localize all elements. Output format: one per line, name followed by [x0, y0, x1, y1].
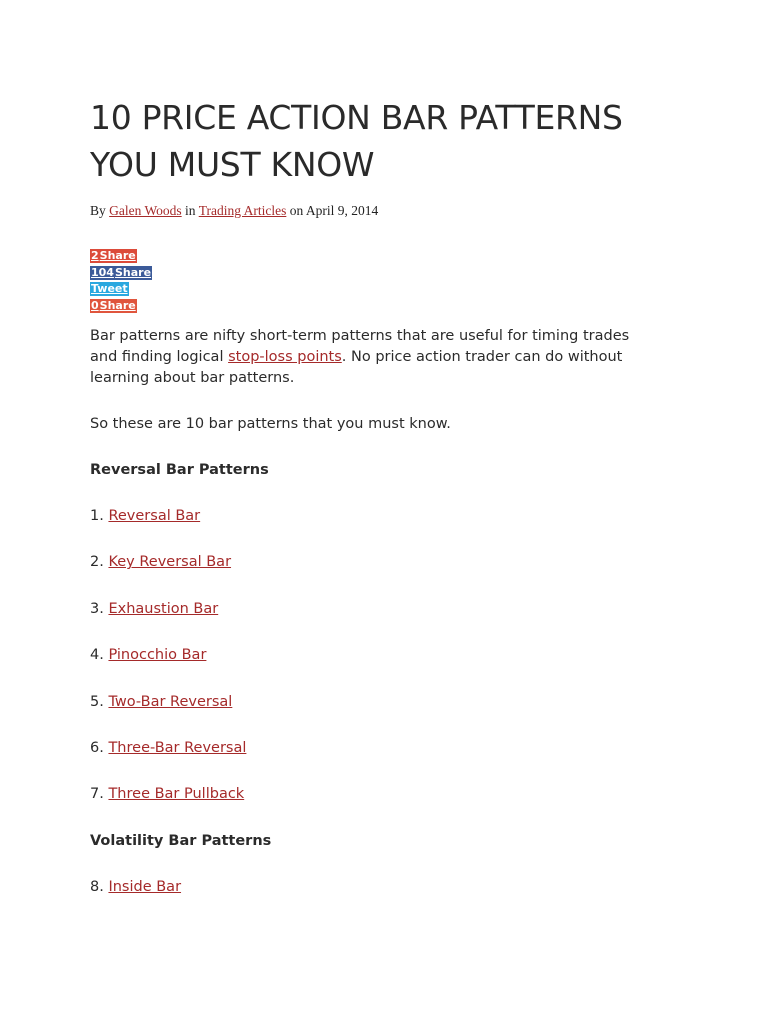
twitter-tweet-label: Tweet — [91, 282, 128, 295]
page-title: 10 PRICE ACTION BAR PATTERNS YOU MUST KNOW — [90, 98, 623, 184]
facebook-share-label: Share — [114, 265, 152, 279]
byline-by: By — [90, 203, 106, 218]
googleplus-share-button[interactable] — [90, 298, 152, 315]
list-item — [90, 784, 650, 805]
list-number: 8. — [90, 878, 104, 895]
list-item — [90, 692, 650, 713]
pinterest-share-button[interactable] — [90, 248, 152, 265]
googleplus-share-count: 0 — [91, 298, 99, 312]
list-number: 6. — [90, 739, 104, 756]
pinterest-share-count: 2 — [91, 249, 99, 262]
list-number: 2. — [90, 554, 104, 571]
facebook-share-button[interactable] — [90, 265, 152, 282]
pinocchio-bar-link[interactable]: Pinocchio Bar — [108, 647, 207, 664]
list-number: 3. — [90, 600, 104, 617]
author-link[interactable]: Galen Woods — [109, 203, 182, 218]
list-item — [90, 552, 650, 573]
list-number: 1. — [90, 508, 104, 524]
intro-text-end: . No price action trader can do without learning about bar patterns. — [90, 349, 623, 386]
three-bar-pullback-link[interactable]: Three Bar Pullback — [108, 786, 245, 803]
googleplus-share-label: Share — [99, 298, 136, 312]
reversal-heading: Reversal Bar Patterns — [90, 462, 269, 478]
facebook-share-count: 104 — [91, 265, 114, 279]
list-number: 4. — [90, 647, 104, 664]
list-item — [90, 645, 650, 666]
key-reversal-bar-link[interactable]: Key Reversal Bar — [108, 554, 232, 571]
twitter-tweet-button[interactable] — [90, 281, 152, 298]
category-link[interactable]: Trading Articles — [198, 203, 287, 218]
list-item — [90, 877, 650, 898]
byline-in: in — [185, 203, 196, 218]
list-number: 5. — [90, 693, 104, 710]
pinterest-share-label: Share — [99, 249, 136, 262]
list-number: 7. — [90, 786, 104, 803]
volatility-heading: Volatility Bar Patterns — [90, 832, 272, 849]
three-bar-reversal-link[interactable]: Three-Bar Reversal — [108, 739, 247, 756]
stop-loss-link[interactable]: stop-loss points — [228, 349, 342, 365]
lead-paragraph: So these are 10 bar patterns that you must know. — [90, 416, 451, 432]
inside-bar-link[interactable]: Inside Bar — [108, 878, 182, 895]
reversal-bar-link[interactable]: Reversal Bar — [108, 508, 201, 524]
intro-paragraph — [90, 326, 650, 389]
byline-date: on April 9, 2014 — [289, 203, 379, 218]
intro-text-start: Bar patterns are nifty short-term patterns that are useful for timing trades and finding logical — [90, 328, 630, 365]
list-item — [90, 738, 650, 759]
share-buttons — [90, 248, 152, 314]
article-body — [90, 326, 650, 923]
byline — [90, 203, 378, 219]
list-item — [90, 506, 650, 527]
two-bar-reversal-link[interactable]: Two-Bar Reversal — [108, 693, 233, 710]
exhaustion-bar-link[interactable]: Exhaustion Bar — [108, 600, 219, 617]
list-item — [90, 599, 650, 620]
